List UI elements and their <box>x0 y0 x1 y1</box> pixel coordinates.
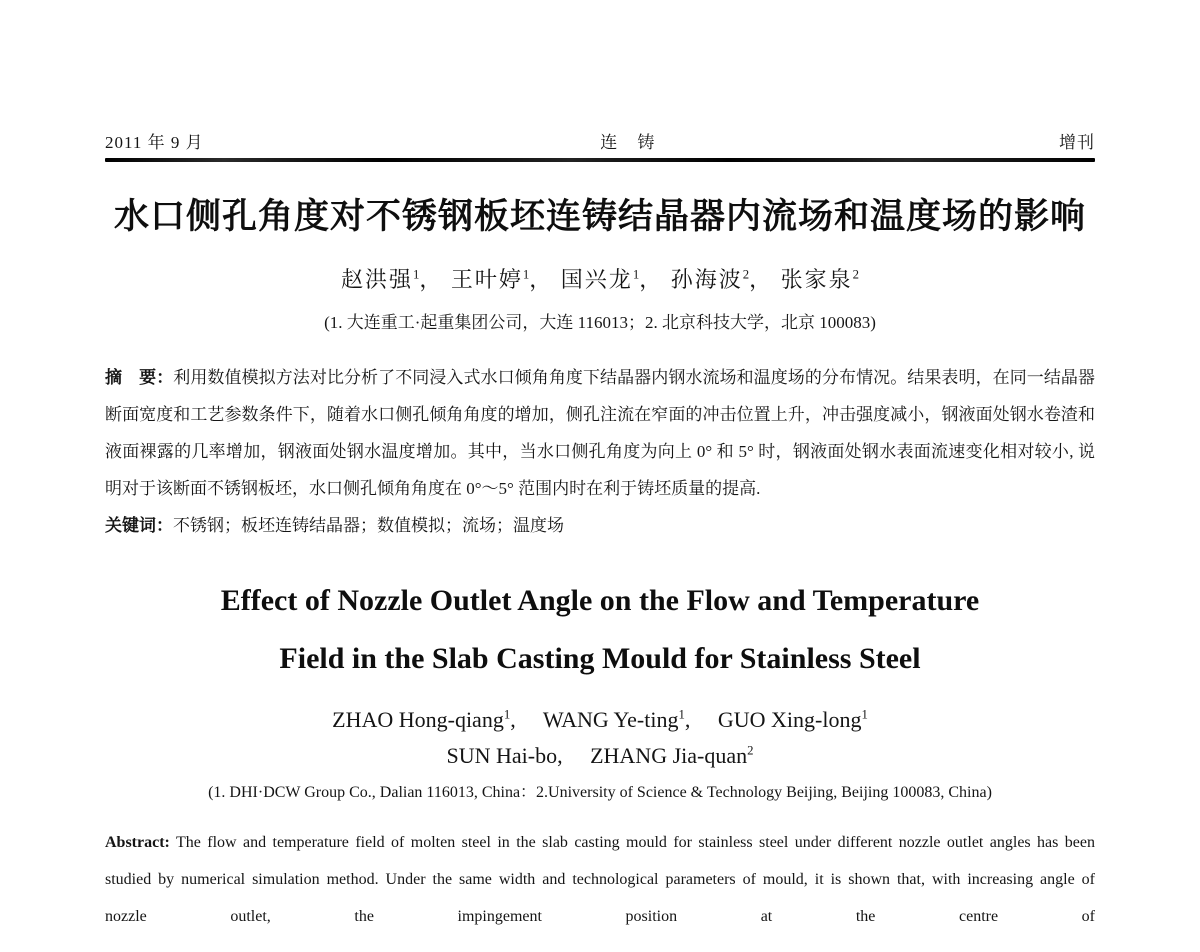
author-zh: 孙海波$^2$， <box>670 267 774 292</box>
author-zh: 张家泉$^2$ <box>780 267 859 292</box>
authors-en <box>105 700 1095 771</box>
abstract-zh <box>105 359 1095 507</box>
author-superscript: 1 <box>632 267 640 282</box>
author-en: WANG Ye-ting$^1$, <box>542 707 713 733</box>
author-superscript: 1 <box>861 708 868 722</box>
abstract-en-label: Abstract: <box>105 833 170 851</box>
author-superscript: 2 <box>852 267 859 282</box>
abstract-en-text: The flow and temperature field of molten steel in the slab casting mould for stainless steel under different nozzle outlet angles has been studied by numerical simulation method. Under the same width and technological parameters of mould, it is shown that, with increasing angle of nozzle outlet, the impingement position at the centre of <box>105 833 1095 925</box>
affiliation-en: (1. DHI·DCW Group Co., Dalian 116013, China：2.University of Science & Technology Beijing, Beijing 100083, China) <box>208 783 992 801</box>
author-zh: 赵洪强$^1$， <box>340 267 444 292</box>
author-superscript: 1 <box>522 267 530 282</box>
author-en: SUN Hai-bo, <box>446 742 585 768</box>
keywords-zh-text: 不锈钢；板坯连铸结晶器；数值模拟；流场；温度场 <box>173 516 564 535</box>
author-superscript: 2 <box>742 267 750 282</box>
paper-title-zh: 水口侧孔角度对不锈钢板坯连铸结晶器内流场和温度场的影响 <box>113 197 1086 236</box>
abstract-en <box>105 824 1095 935</box>
header-rule <box>105 158 1095 162</box>
journal-issue: 增刊 <box>1059 133 1095 152</box>
journal-header <box>105 128 1095 153</box>
abstract-zh-text: 利用数值模拟方法对比分析了不同浸入式水口倾角角度下结晶器内钢水流场和温度场的分布情况。结果表明，在同一结晶器断面宽度和工艺参数条件下，随着水口侧孔倾角角度的增加，侧孔注流在窄面的冲击位置上升，冲击强度减小，钢液面处钢水卷渣和液面裸露的几率增加，钢液面处钢水温度增加。其中，当水口侧孔角度为向上 0° 和 5° 时，钢液面处钢水表面流速变化相对较小, 说明对于该断面不锈钢板坯，水口侧孔倾角角度在 0°～5° 范围内时在利于铸坯质量的提高. <box>105 368 1095 498</box>
author-en: ZHANG Jia-quan$^2$ <box>590 742 754 768</box>
author-en: GUO Xing-long$^1$ <box>717 707 868 733</box>
authors-zh <box>105 263 1095 294</box>
keywords-zh-label: 关键词： <box>105 516 173 535</box>
abstract-zh-label: 摘 要： <box>105 368 174 387</box>
affiliation-zh: (1. 大连重工·起重集团公司，大连 116013；2. 北京科技大学，北京 100083) <box>324 313 876 332</box>
author-superscript: 1 <box>503 708 511 722</box>
paper-title-en <box>105 572 1095 688</box>
author-superscript: 2 <box>747 743 754 758</box>
author-zh: 王叶婷$^1$， <box>450 267 554 292</box>
author-superscript: 1 <box>678 708 685 722</box>
journal-name: 连 铸 <box>600 133 663 152</box>
paper-title-en-line1: Effect of Nozzle Outlet Angle on the Flow and Temperature <box>220 584 980 617</box>
keywords-zh <box>105 507 1095 544</box>
author-en: ZHAO Hong-qiang$^1$, <box>332 707 538 733</box>
author-superscript: 1 <box>413 267 420 282</box>
journal-date: 2011 年 9 月 <box>105 133 204 152</box>
author-zh: 国兴龙$^1$， <box>560 267 664 292</box>
paper-title-en-line2: Field in the Slab Casting Mould for Stainless Steel <box>279 642 921 675</box>
